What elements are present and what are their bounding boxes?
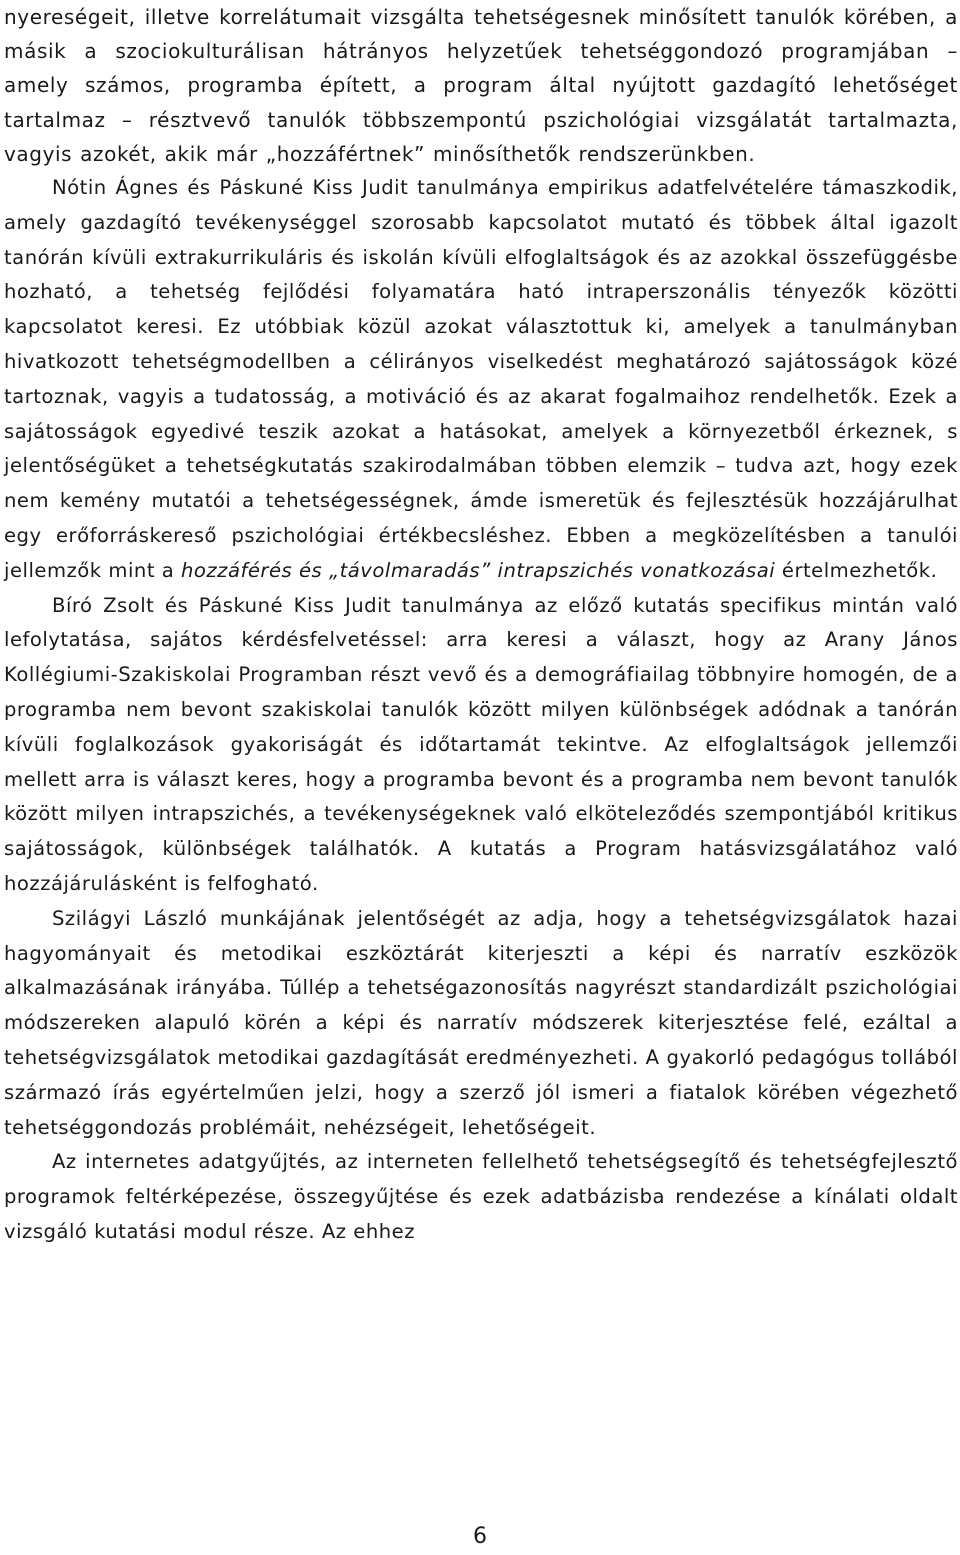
body-text xyxy=(4,0,958,1250)
paragraph-2 xyxy=(4,171,958,589)
paragraph-3: Bíró Zsolt és Páskuné Kiss Judit tanulmánya az előző kutatás specifikus mintán való lefolytatása, sajátos kérdésfelvetéssel: arra keresi a választ, hogy az Arany János Kollégiumi-Szakiskolai Programban részt vevő és a demográfiailag többnyire homogén, de a programba nem bevont szakiskolai tanulók között milyen különbségek adódnak a tanórán kívüli foglalkozások gyakoriságát és időtartamát tekintve. Az elfoglaltságok jellemzői mellett arra is választ keres, hogy a programba bevont és a programba nem bevont tanulók között milyen intrapszichés, a tevékenységeknek való elköteleződés szempontjából kritikus sajátosságok, különbségek találhatók. A kutatás a Program hatásvizsgálatához való hozzájárulásként is felfogható. xyxy=(4,593,958,895)
paragraph-2-ending: értelmezhetők. xyxy=(775,558,938,582)
page-number: 6 xyxy=(473,1524,487,1549)
paragraph-2-text: Nótin Ágnes és Páskuné Kiss Judit tanulmánya empirikus adatfelvételére támaszkodik, amely gazdagító tevékenységgel szorosabb kapcsolatot mutató és többek által igazolt tanórán kívüli extrakurrikuláris és iskolán kívüli elfoglaltságok és az azokkal összefüggésbe hozható, a tehetség fejlődési folyamatára ható intraperszonális tényezők közötti kapcsolatot keresi. Ez utóbbiak közül azokat választottuk ki, amelyek a tanulmányban hivatkozott tehetségmodellben a célirányos viselkedést meghatározó sajátosságok közé tartoznak, vagyis a tudatosság, a motiváció és az akarat fogalmaihoz rendelhetők. Ezek a sajátosságok egyedivé teszik azokat a hatásokat, amelyek a környezetből érkeznek, s jelentőségüket a tehetségkutatás szakirodalmában többen elemzik – tudva azt, hogy ezek nem kemény mutatói a tehetségességnek, ámde ismeretük és fejlesztésük hozzájárulhat egy erőforráskereső pszichológiai értékbecsléshez. Ebben a megközelítésben a tanulói jellemzők mint a xyxy=(4,176,958,582)
paragraph-2-italic-phrase: hozzáférés és „távolmaradás” intrapszichés vonatkozásai xyxy=(180,558,776,582)
paragraph-5: Az internetes adatgyűjtés, az interneten fellelhető tehetségsegítő és tehetségfejlesztő programok feltérképezése, összegyűjtése és ezek adatbázisba rendezése a kínálati oldalt vizsgáló kutatási modul része. Az ehhez xyxy=(4,1150,958,1243)
paragraph-4: Szilágyi László munkájának jelentőségét az adja, hogy a tehetségvizsgálatok hazai hagyományait és metodikai eszköztárát kiterjeszti a képi és narratív eszközök alkalmazásának irányába. Túllép a tehetségazonosítás nagyrészt standardizált pszichológiai módszereken alapuló körén a képi és narratív módszerek kiterjesztése felé, ezáltal a tehetségvizsgálatok metodikai gazdagítását eredményezheti. A gyakorló pedagógus tollából származó írás egyértelműen jelzi, hogy a szerző jól ismeri a fiatalok körében végezhető tehetséggondozás problémáit, nehézségeit, lehetőségeit. xyxy=(4,906,958,1139)
paragraph-1: nyereségeit, illetve korrelátumait vizsgálta tehetségesnek minősített tanulók körében, a másik a szociokulturálisan hátrányos helyzetűek tehetséggondozó programjában – amely számos, programba épített, a program által nyújtott gazdagító lehetőséget tartalmaz – résztvevő tanulók többszempontú pszichológiai vizsgálatát tartalmazta, vagyis azokét, akik már „hozzáfértnek” minősíthetők rendszerünkben. xyxy=(4,5,958,166)
